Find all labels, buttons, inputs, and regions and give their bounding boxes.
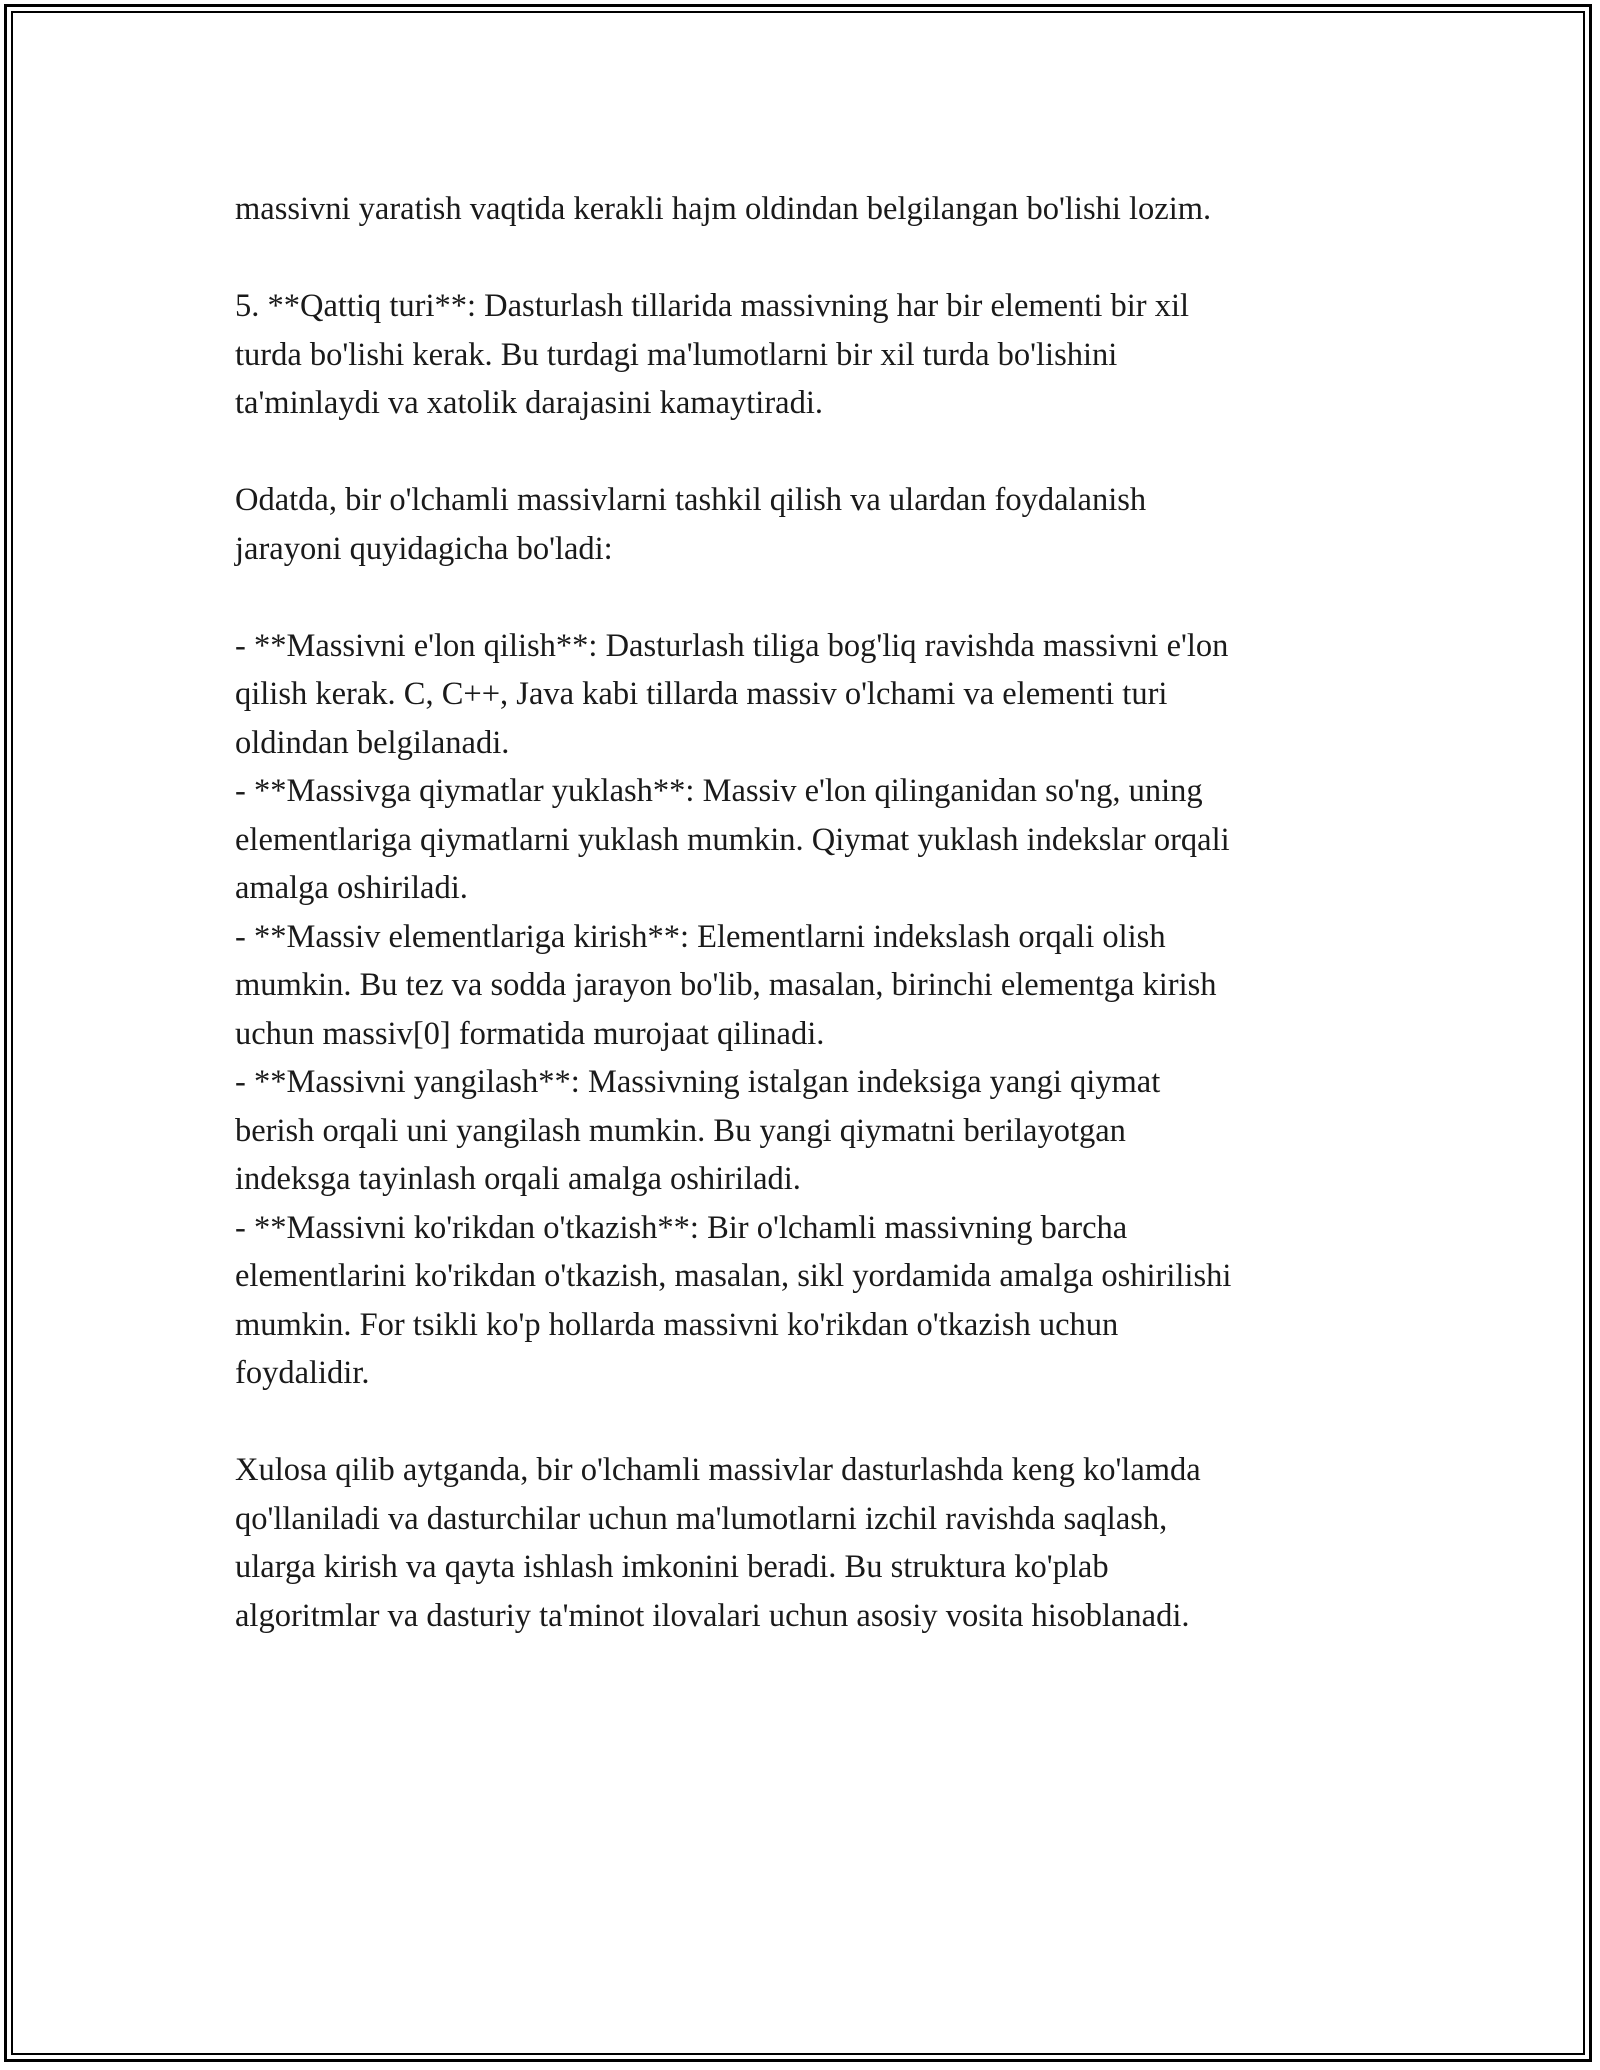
text-line: berish orqali uni yangilash mumkin. Bu yangi qiymatni berilayotgan <box>235 1112 1126 1149</box>
text-line: mumkin. For tsikli ko'p hollarda massivni ko'rikdan o'tkazish uchun <box>235 1306 1119 1343</box>
text-line: ta'minlaydi va xatolik darajasini kamaytiradi. <box>235 385 823 421</box>
text-line: Xulosa qilib aytganda, bir o'lchamli massivlar dasturlashda keng ko'lamda <box>235 1452 1201 1488</box>
text-line: amalga oshiriladi. <box>235 870 468 906</box>
text-line: - **Massiv elementlariga kirish**: Elementlarni indekslash orqali olish <box>235 918 1166 955</box>
document-body <box>235 185 1375 1689</box>
paragraph-process-intro <box>235 476 1375 573</box>
text-line: algoritmlar va dasturiy ta'minot ilovalari uchun asosiy vosita hisoblanadi. <box>235 1597 1190 1634</box>
text-line: massivni yaratish vaqtida kerakli hajm oldindan belgilangan bo'lishi lozim. <box>235 191 1212 227</box>
text-line: - **Massivga qiymatlar yuklash**: Massiv e'lon qilinganidan so'ng, uning <box>235 773 1203 809</box>
text-line: jarayoni quyidagicha bo'ladi: <box>235 530 613 567</box>
text-line: turda bo'lishi kerak. Bu turdagi ma'lumotlarni bir xil turda bo'lishini <box>235 336 1118 373</box>
text-line: qo'llaniladi va dasturchilar uchun ma'lumotlarni izchil ravishda saqlash, <box>235 1500 1168 1537</box>
text-line: mumkin. Bu tez va sodda jarayon bo'lib, masalan, birinchi elementga kirish <box>235 967 1217 1003</box>
text-line: 5. **Qattiq turi**: Dasturlash tillarida massivning har bir elementi bir xil <box>235 288 1190 324</box>
text-line: qilish kerak. C, C++, Java kabi tillarda massiv o'lchami va elementi turi <box>235 676 1168 712</box>
text-line: ularga kirish va qayta ishlash imkonini beradi. Bu struktura ko'plab <box>235 1549 1109 1585</box>
paragraph-process-steps <box>235 622 1375 1398</box>
paragraph-conclusion <box>235 1446 1375 1640</box>
text-line: foydalidir. <box>235 1355 370 1391</box>
text-line: oldindan belgilanadi. <box>235 724 510 761</box>
paragraph-strict-type <box>235 282 1375 428</box>
text-line: - **Massivni yangilash**: Massivning istalgan indeksiga yangi qiymat <box>235 1064 1161 1100</box>
text-line: - **Massivni e'lon qilish**: Dasturlash tiliga bog'liq ravishda massivni e'lon <box>235 627 1229 664</box>
paragraph-array-size-note <box>235 185 1375 234</box>
text-line: uchun massiv[0] formatida murojaat qilinadi. <box>235 1015 825 1052</box>
text-line: indeksga tayinlash orqali amalga oshiriladi. <box>235 1161 801 1197</box>
text-line: - **Massivni ko'rikdan o'tkazish**: Bir o'lchamli massivning barcha <box>235 1209 1128 1246</box>
text-line: elementlarini ko'rikdan o'tkazish, masalan, sikl yordamida amalga oshirilishi <box>235 1258 1232 1294</box>
text-line: elementlariga qiymatlarni yuklash mumkin. Qiymat yuklash indekslar orqali <box>235 821 1230 858</box>
text-line: Odatda, bir o'lchamli massivlarni tashkil qilish va ulardan foydalanish <box>235 482 1147 518</box>
